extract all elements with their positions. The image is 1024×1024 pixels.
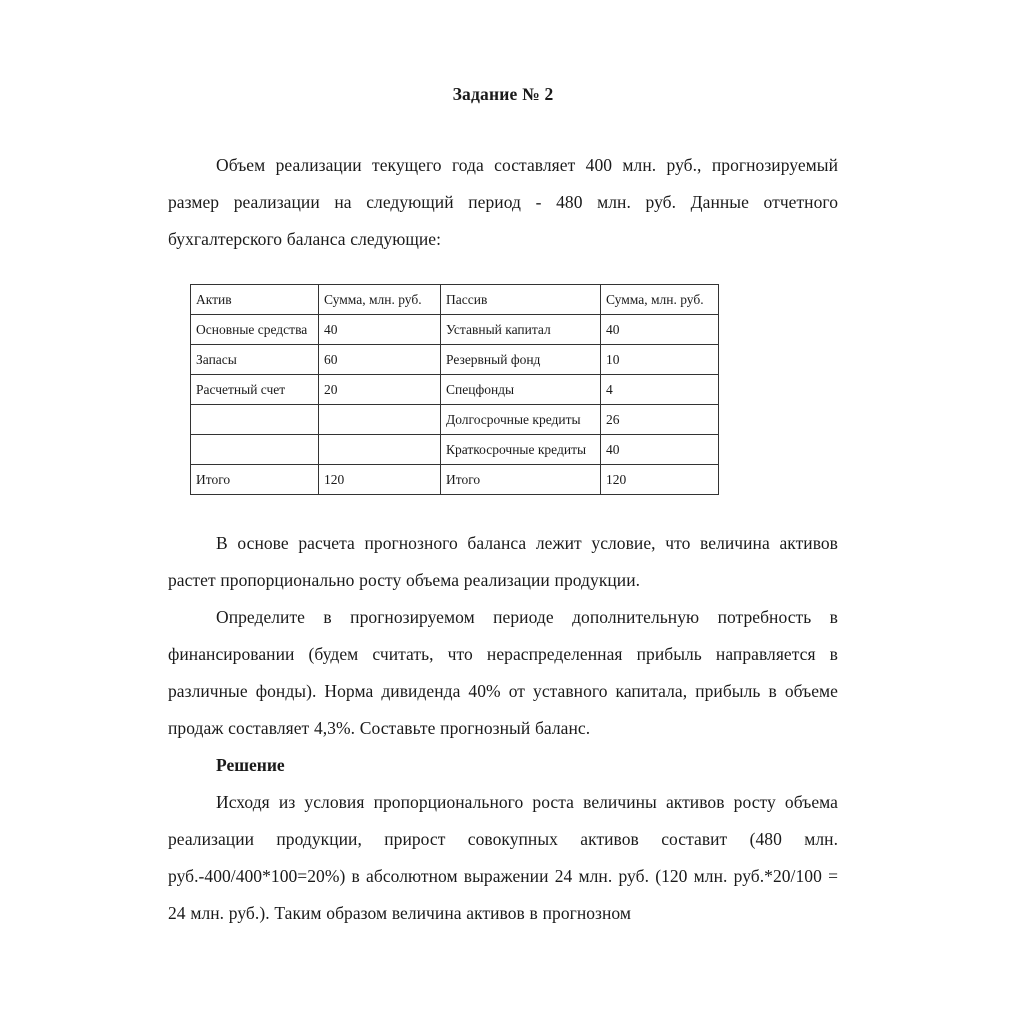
table-row [191, 315, 719, 345]
table-cell: 40 [319, 315, 441, 345]
table-header-cell-liability-sum: Сумма, млн. руб. [601, 285, 719, 315]
table-header-cell-liability: Пассив [441, 285, 601, 315]
table-cell: Долгосрочные кредиты [441, 405, 601, 435]
paragraph-intro: Объем реализации текущего года составляет 400 млн. руб., прогнозируемый размер реализации на следующий период - 480 млн. руб. Данные отчетного бухгалтерского баланса следующие: [168, 155, 838, 249]
table-cell-total-label: Итого [441, 465, 601, 495]
table-header-cell-asset-sum: Сумма, млн. руб. [319, 285, 441, 315]
paragraph-solution: Исходя из условия пропорционального роста величины активов росту объема реализации продукции, прирост совокупных активов составит (480 млн. руб.-400/400*100=20%) в абсолютном выражении 24 млн. руб. (120 млн. руб.*20/100 = 24 млн. руб.). Таким образом величина активов в прогнозном [168, 792, 838, 923]
table-row [191, 345, 719, 375]
table-cell: 4 [601, 375, 719, 405]
table-cell: 40 [601, 315, 719, 345]
table-cell: 60 [319, 345, 441, 375]
table-row [191, 435, 719, 465]
table-row [191, 405, 719, 435]
table-cell: Расчетный счет [191, 375, 319, 405]
solution-heading: Решение [216, 755, 285, 775]
balance-table [190, 284, 719, 495]
table-header-cell-asset: Актив [191, 285, 319, 315]
table-cell: Краткосрочные кредиты [441, 435, 601, 465]
table-cell-empty [319, 405, 441, 435]
page-title: Задание № 2 [452, 84, 554, 104]
table-cell: Основные средства [191, 315, 319, 345]
table-cell: Резервный фонд [441, 345, 601, 375]
paragraph-task: Определите в прогнозируемом периоде дополнительную потребность в финансировании (будем считать, что нераспределенная прибыль направляется в различные фонды). Норма дивиденда 40% от уставного капитала, прибыль в объеме продаж составляет 4,3%. Составьте прогнозный баланс. [168, 607, 838, 738]
table-cell-total-label: Итого [191, 465, 319, 495]
table-cell-empty [191, 435, 319, 465]
table-top-spacer [168, 258, 838, 284]
table-cell: 40 [601, 435, 719, 465]
table-cell-empty [319, 435, 441, 465]
table-row [191, 375, 719, 405]
table-cell-empty [191, 405, 319, 435]
document-body [168, 84, 838, 932]
table-bottom-spacer [168, 495, 838, 525]
table-cell: 26 [601, 405, 719, 435]
table-cell: 20 [319, 375, 441, 405]
table-cell: 10 [601, 345, 719, 375]
table-header-row [191, 285, 719, 315]
table-total-row [191, 465, 719, 495]
table-cell: Запасы [191, 345, 319, 375]
table-cell-total-liabilities: 120 [601, 465, 719, 495]
paragraph-condition: В основе расчета прогнозного баланса лежит условие, что величина активов растет пропорционально росту объема реализации продукции. [168, 533, 838, 590]
table-cell-total-assets: 120 [319, 465, 441, 495]
table-cell: Спецфонды [441, 375, 601, 405]
table-cell: Уставный капитал [441, 315, 601, 345]
